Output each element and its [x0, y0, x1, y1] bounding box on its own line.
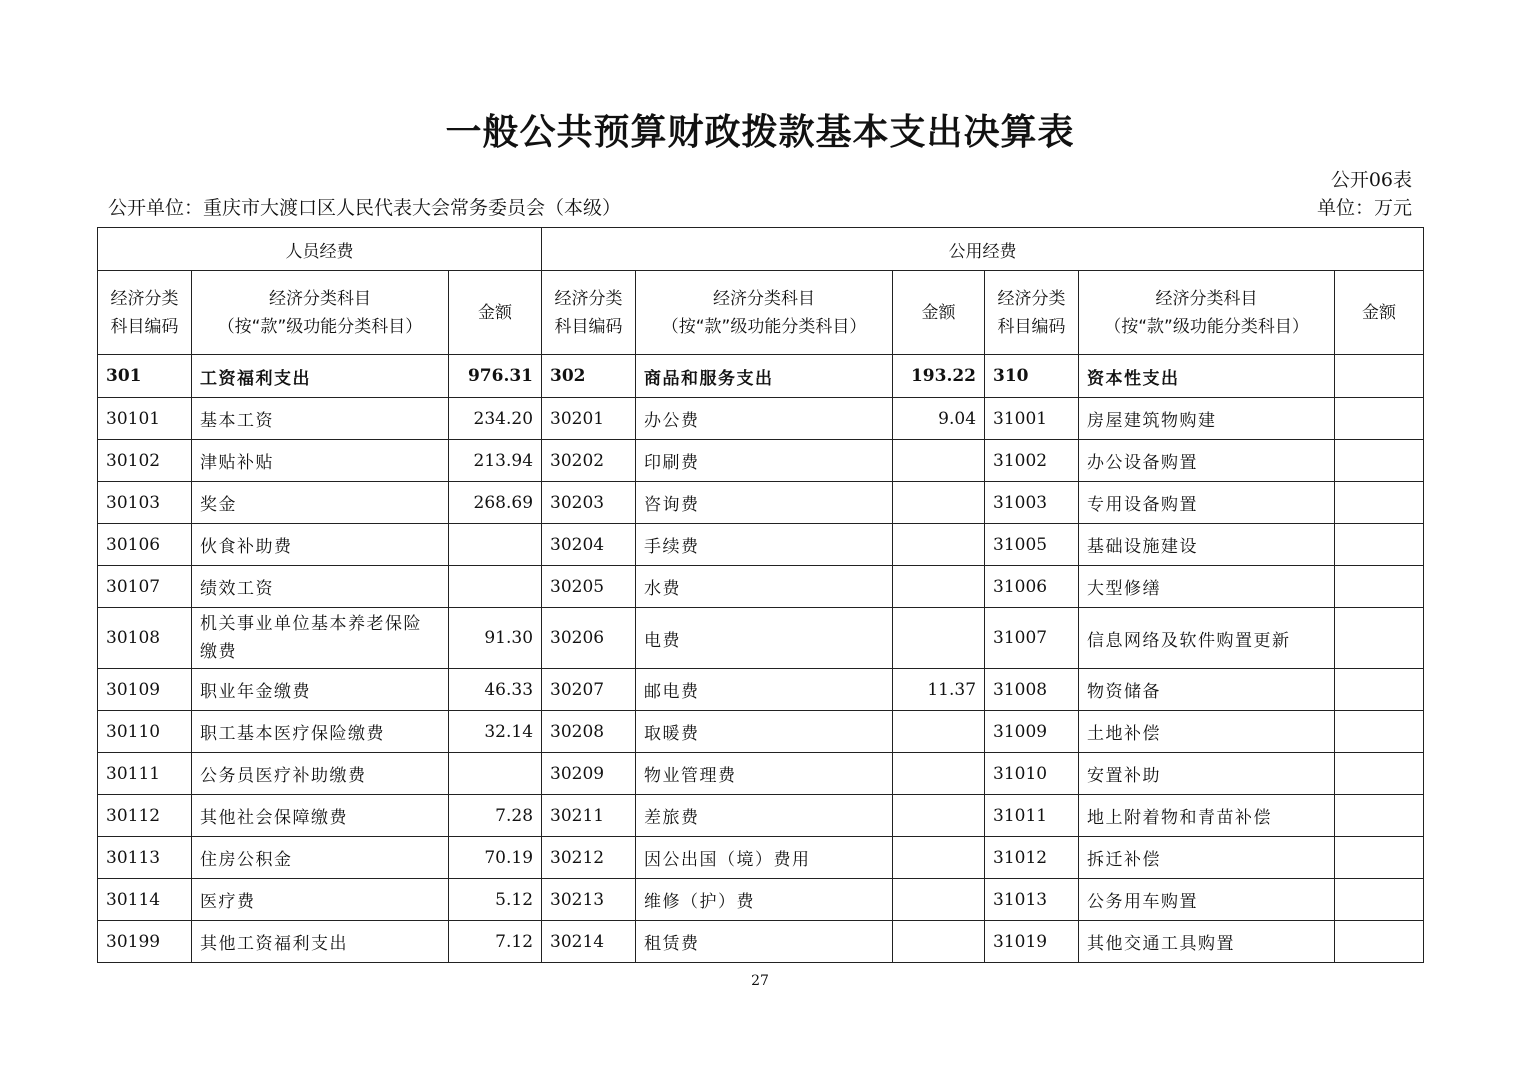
- code-cell: 30206: [542, 608, 636, 669]
- code-cell: 31003: [985, 482, 1079, 524]
- amount-cell: [893, 753, 985, 795]
- amount-cell: [1335, 482, 1424, 524]
- code-cell: 30103: [98, 482, 192, 524]
- item-name-cell: 水费: [636, 566, 893, 608]
- amount-cell: [1335, 879, 1424, 921]
- item-name-cell: 其他交通工具购置: [1079, 921, 1335, 963]
- item-name-cell: 办公设备购置: [1079, 440, 1335, 482]
- code-cell: 30201: [542, 398, 636, 440]
- code-cell: 30112: [98, 795, 192, 837]
- amount-cell: [1335, 795, 1424, 837]
- item-name-cell: 医疗费: [192, 879, 449, 921]
- item-name-cell: 奖金: [192, 482, 449, 524]
- code-cell: 30109: [98, 669, 192, 711]
- code-cell: 30203: [542, 482, 636, 524]
- item-name-cell: 机关事业单位基本养老保险缴费: [192, 608, 449, 669]
- amount-cell: [1335, 524, 1424, 566]
- header-amount: 金额: [449, 271, 542, 355]
- item-name-cell: 电费: [636, 608, 893, 669]
- item-name-cell: 绩效工资: [192, 566, 449, 608]
- table-row: [98, 398, 1424, 440]
- header-amount: 金额: [893, 271, 985, 355]
- code-cell: 30213: [542, 879, 636, 921]
- item-name-cell: 房屋建筑物购建: [1079, 398, 1335, 440]
- table-row: [98, 440, 1424, 482]
- group-personnel: 人员经费: [98, 228, 542, 271]
- amount-cell: 70.19: [449, 837, 542, 879]
- amount-cell: 213.94: [449, 440, 542, 482]
- page-number: 27: [751, 973, 769, 989]
- item-name-cell: 物业管理费: [636, 753, 893, 795]
- amount-cell: [893, 711, 985, 753]
- table-row: [98, 566, 1424, 608]
- page-title: 一般公共预算财政拨款基本支出决算表: [445, 112, 1075, 153]
- amount-cell: [893, 837, 985, 879]
- item-name-cell: 维修（护）费: [636, 879, 893, 921]
- code-cell: 30212: [542, 837, 636, 879]
- table-row: [98, 482, 1424, 524]
- amount-cell: 46.33: [449, 669, 542, 711]
- amount-cell: [893, 608, 985, 669]
- item-name-cell: 公务员医疗补助缴费: [192, 753, 449, 795]
- code-cell: 31005: [985, 524, 1079, 566]
- amount-cell: [1335, 711, 1424, 753]
- code-cell: 30106: [98, 524, 192, 566]
- code-cell: 30114: [98, 879, 192, 921]
- header-code: 经济分类 科目编码: [542, 271, 636, 355]
- code-cell: 30107: [98, 566, 192, 608]
- amount-cell: [1335, 608, 1424, 669]
- item-name-cell: 安置补助: [1079, 753, 1335, 795]
- amount-cell: [893, 795, 985, 837]
- item-name-cell: 因公出国（境）费用: [636, 837, 893, 879]
- item-name-cell: 办公费: [636, 398, 893, 440]
- amount-cell: 7.12: [449, 921, 542, 963]
- code-cell: 31002: [985, 440, 1079, 482]
- amount-cell: 268.69: [449, 482, 542, 524]
- table-row: [98, 608, 1424, 669]
- code-cell: 30204: [542, 524, 636, 566]
- code-cell: 31009: [985, 711, 1079, 753]
- amount-cell: [1335, 669, 1424, 711]
- table-row: [98, 753, 1424, 795]
- amount-cell: [1335, 355, 1424, 398]
- amount-cell: [893, 482, 985, 524]
- item-name-cell: 取暖费: [636, 711, 893, 753]
- item-name-cell: 津贴补贴: [192, 440, 449, 482]
- amount-cell: 9.04: [893, 398, 985, 440]
- item-name-cell: 住房公积金: [192, 837, 449, 879]
- item-name-cell: 物资储备: [1079, 669, 1335, 711]
- item-name-cell: 工资福利支出: [192, 355, 449, 398]
- code-cell: 31013: [985, 879, 1079, 921]
- item-name-cell: 公务用车购置: [1079, 879, 1335, 921]
- code-cell: 30208: [542, 711, 636, 753]
- amount-cell: [1335, 566, 1424, 608]
- item-name-cell: 基础设施建设: [1079, 524, 1335, 566]
- code-cell: 30205: [542, 566, 636, 608]
- amount-cell: [893, 879, 985, 921]
- amount-cell: 193.22: [893, 355, 985, 398]
- currency-unit: 单位：万元: [1316, 197, 1412, 219]
- code-cell: 30101: [98, 398, 192, 440]
- header-name: 经济分类科目 （按“款”级功能分类科目）: [192, 271, 449, 355]
- amount-cell: [893, 921, 985, 963]
- item-name-cell: 咨询费: [636, 482, 893, 524]
- code-cell: 301: [98, 355, 192, 398]
- column-header-row: [98, 271, 1424, 355]
- code-cell: 31006: [985, 566, 1079, 608]
- header-name: 经济分类科目 （按“款”级功能分类科目）: [636, 271, 893, 355]
- table-row: [98, 669, 1424, 711]
- code-cell: 30110: [98, 711, 192, 753]
- amount-cell: 7.28: [449, 795, 542, 837]
- code-cell: 30199: [98, 921, 192, 963]
- item-name-cell: 商品和服务支出: [636, 355, 893, 398]
- amount-cell: [449, 753, 542, 795]
- amount-cell: [1335, 837, 1424, 879]
- item-name-cell: 拆迁补偿: [1079, 837, 1335, 879]
- item-name-cell: 大型修缮: [1079, 566, 1335, 608]
- code-cell: 31011: [985, 795, 1079, 837]
- code-cell: 30108: [98, 608, 192, 669]
- amount-cell: [449, 566, 542, 608]
- code-cell: 310: [985, 355, 1079, 398]
- item-name-cell: 资本性支出: [1079, 355, 1335, 398]
- code-cell: 30111: [98, 753, 192, 795]
- code-cell: 31008: [985, 669, 1079, 711]
- item-name-cell: 伙食补助费: [192, 524, 449, 566]
- table-row: [98, 921, 1424, 963]
- item-name-cell: 专用设备购置: [1079, 482, 1335, 524]
- code-cell: 31012: [985, 837, 1079, 879]
- group-public: 公用经费: [542, 228, 1424, 271]
- code-cell: 31007: [985, 608, 1079, 669]
- code-cell: 31001: [985, 398, 1079, 440]
- amount-cell: 976.31: [449, 355, 542, 398]
- form-number: 公开06表: [1330, 169, 1412, 191]
- code-cell: 30207: [542, 669, 636, 711]
- amount-cell: 91.30: [449, 608, 542, 669]
- table-row: [98, 524, 1424, 566]
- table-row: [98, 795, 1424, 837]
- item-name-cell: 职业年金缴费: [192, 669, 449, 711]
- item-name-cell: 印刷费: [636, 440, 893, 482]
- item-name-cell: 邮电费: [636, 669, 893, 711]
- code-cell: 30209: [542, 753, 636, 795]
- item-name-cell: 信息网络及软件购置更新: [1079, 608, 1335, 669]
- table-row: [98, 879, 1424, 921]
- expenditure-table: [97, 227, 1424, 963]
- amount-cell: [1335, 440, 1424, 482]
- header-code: 经济分类 科目编码: [985, 271, 1079, 355]
- header-amount: 金额: [1335, 271, 1424, 355]
- code-cell: 30202: [542, 440, 636, 482]
- group-header-row: [98, 228, 1424, 271]
- amount-cell: [1335, 753, 1424, 795]
- amount-cell: [893, 566, 985, 608]
- amount-cell: 32.14: [449, 711, 542, 753]
- item-name-cell: 基本工资: [192, 398, 449, 440]
- code-cell: 302: [542, 355, 636, 398]
- category-total-row: [98, 355, 1424, 398]
- amount-cell: [893, 524, 985, 566]
- item-name-cell: 手续费: [636, 524, 893, 566]
- item-name-cell: 土地补偿: [1079, 711, 1335, 753]
- item-name-cell: 地上附着物和青苗补偿: [1079, 795, 1335, 837]
- item-name-cell: 职工基本医疗保险缴费: [192, 711, 449, 753]
- amount-cell: [1335, 398, 1424, 440]
- code-cell: 30102: [98, 440, 192, 482]
- item-name-cell: 差旅费: [636, 795, 893, 837]
- code-cell: 30113: [98, 837, 192, 879]
- code-cell: 31010: [985, 753, 1079, 795]
- amount-cell: 234.20: [449, 398, 542, 440]
- code-cell: 30211: [542, 795, 636, 837]
- reporting-unit: 公开单位：重庆市大渡口区人民代表大会常务委员会（本级）: [108, 197, 622, 219]
- item-name-cell: 租赁费: [636, 921, 893, 963]
- amount-cell: [1335, 921, 1424, 963]
- code-cell: 31019: [985, 921, 1079, 963]
- amount-cell: [893, 440, 985, 482]
- table-row: [98, 711, 1424, 753]
- code-cell: 30214: [542, 921, 636, 963]
- header-name: 经济分类科目 （按“款”级功能分类科目）: [1079, 271, 1335, 355]
- table-row: [98, 837, 1424, 879]
- amount-cell: 5.12: [449, 879, 542, 921]
- amount-cell: [449, 524, 542, 566]
- item-name-cell: 其他社会保障缴费: [192, 795, 449, 837]
- item-name-cell: 其他工资福利支出: [192, 921, 449, 963]
- amount-cell: 11.37: [893, 669, 985, 711]
- header-code: 经济分类 科目编码: [98, 271, 192, 355]
